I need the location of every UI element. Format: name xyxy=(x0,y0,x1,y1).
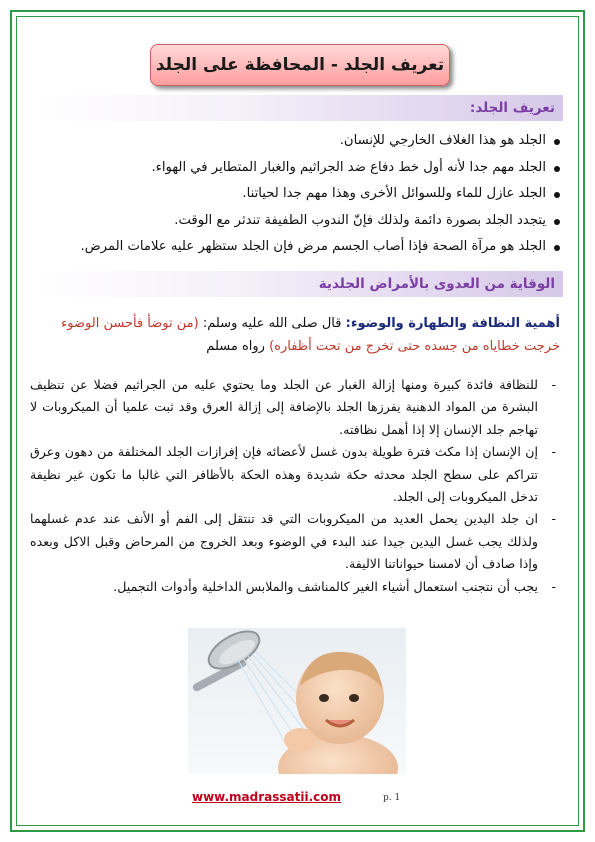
hadith-text: (من توضأ فأحسن الوضوء خرجت خطاياه من جسده حتى تخرج من تحت أظفاره) xyxy=(61,316,560,354)
list-item: الجلد هو مرآة الصحة فإذا أصاب الجسم مرض فإن الجلد ستظهر عليه علامات المرض. xyxy=(40,234,560,261)
section-heading-bar xyxy=(34,271,563,297)
website-link[interactable]: www.madrassatii.com xyxy=(192,790,342,804)
list-item: - إن الإنسان إذا مكث فترة طويلة بدون غسل لأعضائه فإن إفرازات الجلد المختلفة من دهون وعرق تتراكم على سطح الجلد محدثه حكة شديدة وهذه الحكة بالأظافر التي غالبا ما تكون غير نظيفة تدخل الميكروبات إلى الجلد. xyxy=(30,441,560,508)
section-heading-skin-definition: تعريف الجلد: xyxy=(469,100,555,116)
skin-definition-list xyxy=(40,128,560,261)
section-heading-prevention: الوقاية من العدوى بالأمراض الجلدية xyxy=(318,276,555,292)
hadith-label: أهمية النظافة والطهارة والوضوء: xyxy=(345,316,560,331)
prevention-list xyxy=(30,374,560,598)
page-number: p. 1 xyxy=(383,793,401,803)
list-item: - يجب أن نتجنب استعمال أشياء الغير كالمناشف والملابس الداخلية وأدوات التجميل. xyxy=(30,576,560,598)
list-item: الجلد عازل للماء وللسوائل الأخرى وهذا مهم جدا لحياتنا. xyxy=(40,181,560,208)
baby-shower-photo xyxy=(188,628,406,774)
hadith-source: رواه مسلم xyxy=(206,339,265,354)
list-item: - للنظافة فائدة كبيرة ومنها إزالة الغبار عن الجلد وما يحتوي عليه من الجراثيم فضلا عن تنظيف البشرة من المواد الدهنية يفرزها الجلد بالإضافة إلى إزالة العرق وقد ثبت علميا أن الميكروبات لا تهاجم جلد الإنسان إلا إذا أهمل نظافته. xyxy=(30,374,560,441)
list-item: الجلد هو هذا الغلاف الخارجي للإنسان. xyxy=(40,128,560,155)
hadith-paragraph xyxy=(36,312,560,358)
hadith-intro: قال صلى الله عليه وسلم: xyxy=(202,316,342,331)
baby-shower-illustration xyxy=(188,628,406,774)
list-item: يتجدد الجلد بصورة دائمة ولذلك فإنّ الندوب الطفيفة تندثر مع الوقت. xyxy=(40,208,560,235)
section-heading-bar xyxy=(34,95,563,121)
title-banner xyxy=(150,44,450,86)
list-item: الجلد مهم جدا لأنه أول خط دفاع ضد الجراثيم والغبار المتطاير في الهواء. xyxy=(40,155,560,182)
page-title: تعريف الجلد - المحافظة على الجلد xyxy=(155,55,445,75)
list-item: - ان جلد اليدين يحمل العديد من الميكروبات التي قد تنتقل إلى الفم أو الأنف عند عدم غسلهما ولذلك يجب غسل اليدين جيدا عند البدء في الوضوء وبعد الخروج من المرحاض وقبل الاكل وبعده وإذا صادف أن لامسنا حيواناتنا الاليفة. xyxy=(30,508,560,575)
